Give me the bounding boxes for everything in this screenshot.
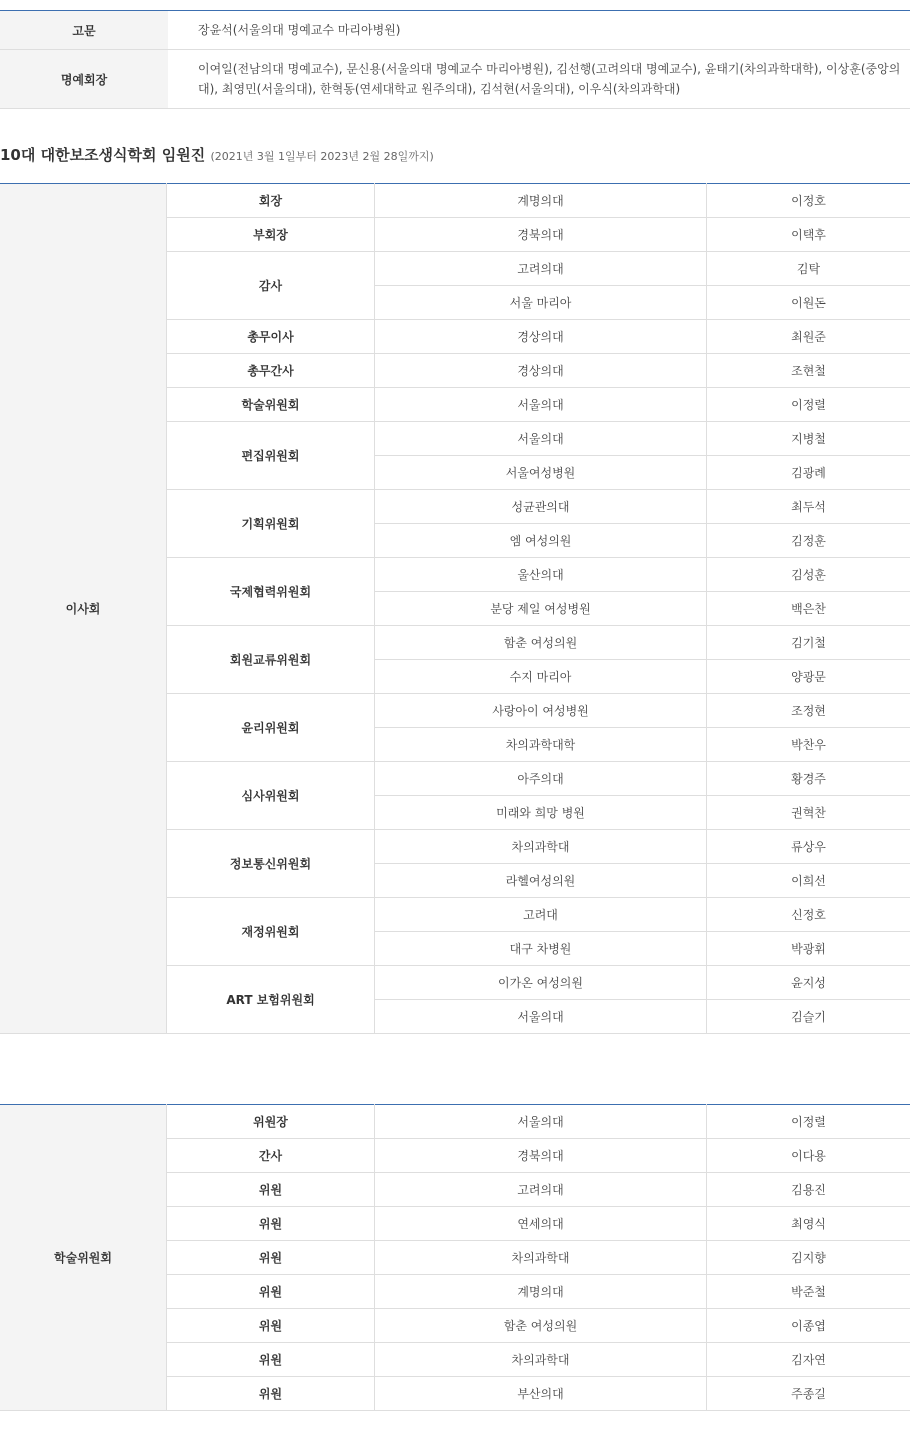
member-name: 김지향 — [707, 1241, 910, 1275]
member-name: 신정호 — [707, 898, 910, 932]
member-name: 이다용 — [707, 1139, 910, 1173]
role-label: 위원 — [167, 1343, 375, 1377]
member-name: 김자연 — [707, 1343, 910, 1377]
role-label: 위원 — [167, 1309, 375, 1343]
section-title — [0, 144, 434, 165]
role-label: 위원 — [167, 1173, 375, 1207]
member-name: 김정훈 — [707, 524, 910, 558]
honorary-label: 명예회장 — [0, 50, 168, 109]
member-name: 박찬우 — [707, 728, 910, 762]
role-label: 부회장 — [167, 218, 375, 252]
member-name: 김용진 — [707, 1173, 910, 1207]
academic-body — [0, 1105, 910, 1411]
member-name: 박광휘 — [707, 932, 910, 966]
role-label: 총무이사 — [167, 320, 375, 354]
affiliation: 차의과학대 — [375, 1241, 707, 1275]
member-name: 이종엽 — [707, 1309, 910, 1343]
affiliation: 대구 차병원 — [375, 932, 707, 966]
affiliation: 함춘 여성의원 — [375, 626, 707, 660]
table-row — [0, 184, 910, 218]
role-label: 위원장 — [167, 1105, 375, 1139]
member-name: 김성훈 — [707, 558, 910, 592]
role-label: 감사 — [167, 252, 375, 320]
affiliation: 서울여성병원 — [375, 456, 707, 490]
affiliation: 엠 여성의원 — [375, 524, 707, 558]
affiliation: 서울 마리아 — [375, 286, 707, 320]
role-label: 위원 — [167, 1377, 375, 1411]
role-label: 편집위원회 — [167, 422, 375, 490]
group-label: 학술위원회 — [0, 1105, 167, 1411]
member-name: 양광문 — [707, 660, 910, 694]
affiliation: 차의과학대 — [375, 830, 707, 864]
affiliation: 서울의대 — [375, 1000, 707, 1034]
role-label: 위원 — [167, 1275, 375, 1309]
role-label: 학술위원회 — [167, 388, 375, 422]
member-name: 이정호 — [707, 184, 910, 218]
affiliation: 고려대 — [375, 898, 707, 932]
member-name: 지병철 — [707, 422, 910, 456]
role-label: 회장 — [167, 184, 375, 218]
member-name: 황경주 — [707, 762, 910, 796]
board-table — [0, 183, 910, 1034]
affiliation: 차의과학대학 — [375, 728, 707, 762]
honorary-value: 이여일(전남의대 명예교수), 문신용(서울의대 명예교수 마리아병원), 김선행(고려의대 명예교수), 윤태기(차의과학대학), 이상훈(중앙의대), 최영민(서울의대), 한혁동(연세대학교 원주의대), 김석현(서울의대), 이우식(차의과학대) — [168, 50, 910, 109]
member-name: 이정렬 — [707, 388, 910, 422]
affiliation: 울산의대 — [375, 558, 707, 592]
affiliation: 사랑아이 여성병원 — [375, 694, 707, 728]
affiliation: 이가온 여성의원 — [375, 966, 707, 1000]
member-name: 이택후 — [707, 218, 910, 252]
role-label: 총무간사 — [167, 354, 375, 388]
role-label: 윤리위원회 — [167, 694, 375, 762]
advisor-value: 장윤석(서울의대 명예교수 마리아병원) — [168, 11, 910, 50]
affiliation: 서울의대 — [375, 1105, 707, 1139]
member-name: 김슬기 — [707, 1000, 910, 1034]
member-name: 박준철 — [707, 1275, 910, 1309]
member-name: 류상우 — [707, 830, 910, 864]
group-label: 이사회 — [0, 184, 167, 1034]
role-label: 재정위원회 — [167, 898, 375, 966]
affiliation: 라헬여성의원 — [375, 864, 707, 898]
role-label: 간사 — [167, 1139, 375, 1173]
member-name: 이희선 — [707, 864, 910, 898]
member-name: 김기철 — [707, 626, 910, 660]
affiliation: 서울의대 — [375, 422, 707, 456]
role-label: 위원 — [167, 1241, 375, 1275]
board-body — [0, 184, 910, 1034]
honorary-row — [0, 50, 910, 109]
role-label: 심사위원회 — [167, 762, 375, 830]
affiliation: 부산의대 — [375, 1377, 707, 1411]
affiliation: 계명의대 — [375, 184, 707, 218]
role-label: ART 보험위원회 — [167, 966, 375, 1034]
affiliation: 서울의대 — [375, 388, 707, 422]
affiliation: 계명의대 — [375, 1275, 707, 1309]
role-label: 정보통신위원회 — [167, 830, 375, 898]
advisor-row — [0, 11, 910, 50]
affiliation: 분당 제일 여성병원 — [375, 592, 707, 626]
affiliation: 경북의대 — [375, 1139, 707, 1173]
affiliation: 미래와 희망 병원 — [375, 796, 707, 830]
role-label: 기획위원회 — [167, 490, 375, 558]
member-name: 이정렬 — [707, 1105, 910, 1139]
section-subtitle: (2021년 3월 1일부터 2023년 2월 28일까지) — [210, 150, 434, 163]
affiliation: 수지 마리아 — [375, 660, 707, 694]
member-name: 윤지성 — [707, 966, 910, 1000]
affiliation: 경상의대 — [375, 320, 707, 354]
member-name: 백은찬 — [707, 592, 910, 626]
affiliation: 성균관의대 — [375, 490, 707, 524]
section-title-text: 10대 대한보조생식학회 임원진 — [0, 146, 206, 164]
affiliation: 고려의대 — [375, 1173, 707, 1207]
role-label: 국제협력위원회 — [167, 558, 375, 626]
member-name: 이원돈 — [707, 286, 910, 320]
affiliation: 함춘 여성의원 — [375, 1309, 707, 1343]
affiliation: 연세의대 — [375, 1207, 707, 1241]
academic-committee-table — [0, 1104, 910, 1411]
member-name: 주종길 — [707, 1377, 910, 1411]
member-name: 최두석 — [707, 490, 910, 524]
role-label: 위원 — [167, 1207, 375, 1241]
member-name: 권혁찬 — [707, 796, 910, 830]
affiliation: 고려의대 — [375, 252, 707, 286]
member-name: 김탁 — [707, 252, 910, 286]
affiliation: 차의과학대 — [375, 1343, 707, 1377]
member-name: 최원준 — [707, 320, 910, 354]
table-row — [0, 1105, 910, 1139]
member-name: 최영식 — [707, 1207, 910, 1241]
role-label: 회원교류위원회 — [167, 626, 375, 694]
affiliation: 아주의대 — [375, 762, 707, 796]
advisors-table — [0, 10, 910, 109]
member-name: 조정현 — [707, 694, 910, 728]
advisor-label: 고문 — [0, 11, 168, 50]
affiliation: 경상의대 — [375, 354, 707, 388]
member-name: 조현철 — [707, 354, 910, 388]
affiliation: 경북의대 — [375, 218, 707, 252]
member-name: 김광례 — [707, 456, 910, 490]
